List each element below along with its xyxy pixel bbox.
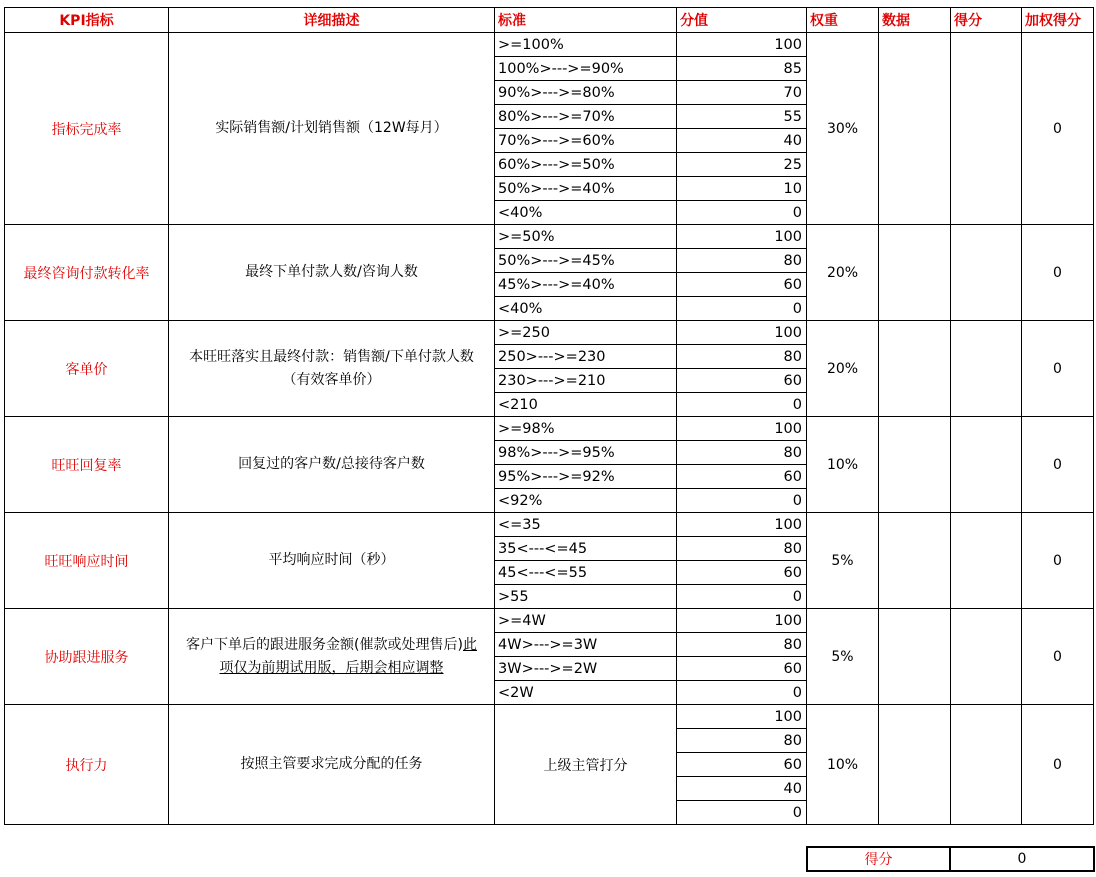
weight-cell[interactable]: 20% <box>807 321 879 417</box>
standard-cell[interactable]: 95%>--->=92% <box>495 465 677 489</box>
table-row <box>5 609 1094 633</box>
score-cell[interactable]: 100 <box>677 33 807 57</box>
score-cell[interactable]: 100 <box>677 225 807 249</box>
standard-cell[interactable]: >=100% <box>495 33 677 57</box>
weight-cell[interactable]: 30% <box>807 33 879 225</box>
score-cell[interactable]: 100 <box>677 609 807 633</box>
score-cell[interactable]: 80 <box>677 537 807 561</box>
header-weighted-score: 加权得分 <box>1022 8 1094 33</box>
score-cell[interactable]: 80 <box>677 633 807 657</box>
kpi-table <box>4 7 1094 825</box>
header-score: 分值 <box>677 8 807 33</box>
score-cell[interactable]: 80 <box>677 729 807 753</box>
data-cell[interactable] <box>879 225 951 321</box>
score-cell[interactable]: 80 <box>677 249 807 273</box>
kpi-description-cell[interactable]: 按照主管要求完成分配的任务 <box>169 705 495 825</box>
score-cell[interactable]: 55 <box>677 105 807 129</box>
standard-cell[interactable]: 4W>--->=3W <box>495 633 677 657</box>
standard-cell[interactable]: <2W <box>495 681 677 705</box>
kpi-description-cell[interactable] <box>169 609 495 705</box>
score-cell[interactable]: 100 <box>677 705 807 729</box>
kpi-name-cell[interactable]: 最终咨询付款转化率 <box>5 225 169 321</box>
score-cell[interactable]: 70 <box>677 81 807 105</box>
kpi-name-cell[interactable]: 旺旺响应时间 <box>5 513 169 609</box>
score-cell[interactable]: 60 <box>677 465 807 489</box>
standard-cell[interactable]: >55 <box>495 585 677 609</box>
weighted-score-cell[interactable]: 0 <box>1022 33 1094 225</box>
standard-cell[interactable]: >=50% <box>495 225 677 249</box>
score-cell[interactable]: 100 <box>677 321 807 345</box>
kpi-description-cell[interactable]: 最终下单付款人数/咨询人数 <box>169 225 495 321</box>
total-score-label: 得分 <box>807 847 950 871</box>
standard-cell[interactable]: 60%>--->=50% <box>495 153 677 177</box>
standard-cell[interactable]: 50%>--->=40% <box>495 177 677 201</box>
standard-cell[interactable]: <=35 <box>495 513 677 537</box>
standard-cell[interactable]: 45<---<=55 <box>495 561 677 585</box>
standard-cell[interactable]: 50%>--->=45% <box>495 249 677 273</box>
score-cell[interactable]: 60 <box>677 561 807 585</box>
score-cell[interactable]: 25 <box>677 153 807 177</box>
weighted-score-cell[interactable]: 0 <box>1022 609 1094 705</box>
standard-cell[interactable]: 70%>--->=60% <box>495 129 677 153</box>
score-cell[interactable]: 60 <box>677 753 807 777</box>
weighted-score-cell[interactable]: 0 <box>1022 225 1094 321</box>
score-cell[interactable]: 80 <box>677 441 807 465</box>
kpi-name-cell[interactable]: 执行力 <box>5 705 169 825</box>
got-score-cell[interactable] <box>951 33 1022 225</box>
standard-cell[interactable]: <40% <box>495 201 677 225</box>
standard-cell[interactable]: >=98% <box>495 417 677 441</box>
standard-cell[interactable]: <92% <box>495 489 677 513</box>
kpi-description-cell[interactable]: 回复过的客户数/总接待客户数 <box>169 417 495 513</box>
standard-cell[interactable]: 45%>--->=40% <box>495 273 677 297</box>
weight-cell[interactable]: 5% <box>807 609 879 705</box>
score-cell[interactable]: 60 <box>677 657 807 681</box>
table-row <box>5 33 1094 57</box>
score-cell[interactable]: 40 <box>677 129 807 153</box>
score-cell[interactable]: 0 <box>677 681 807 705</box>
total-score-row <box>807 847 1094 871</box>
kpi-description-cell[interactable]: 实际销售额/计划销售额（12W每月） <box>169 33 495 225</box>
weighted-score-cell[interactable]: 0 <box>1022 321 1094 417</box>
standard-cell[interactable]: 上级主管打分 <box>495 705 677 825</box>
standard-cell[interactable]: <210 <box>495 393 677 417</box>
weighted-score-cell[interactable]: 0 <box>1022 513 1094 609</box>
data-cell[interactable] <box>879 513 951 609</box>
got-score-cell[interactable] <box>951 513 1022 609</box>
header-data: 数据 <box>879 8 951 33</box>
score-cell[interactable]: 0 <box>677 201 807 225</box>
got-score-cell[interactable] <box>951 321 1022 417</box>
kpi-description-cell[interactable] <box>169 321 495 417</box>
got-score-cell[interactable] <box>951 417 1022 513</box>
header-got-score: 得分 <box>951 8 1022 33</box>
header-description: 详细描述 <box>169 8 495 33</box>
score-cell[interactable]: 10 <box>677 177 807 201</box>
standard-cell[interactable]: 35<---<=45 <box>495 537 677 561</box>
data-cell[interactable] <box>879 33 951 225</box>
table-row <box>5 513 1094 537</box>
score-cell[interactable]: 40 <box>677 777 807 801</box>
kpi-name-cell[interactable]: 旺旺回复率 <box>5 417 169 513</box>
description-text: 客户下单后的跟进服务金额(催款或处理售后) <box>186 636 463 653</box>
weighted-score-cell[interactable]: 0 <box>1022 705 1094 825</box>
score-cell[interactable]: 0 <box>677 489 807 513</box>
total-score-value[interactable]: 0 <box>950 847 1094 871</box>
weight-cell[interactable]: 5% <box>807 513 879 609</box>
got-score-cell[interactable] <box>951 705 1022 825</box>
score-cell[interactable]: 100 <box>677 417 807 441</box>
description-underlined: 项仅为前期试用版，后期会相应调整 <box>219 659 444 676</box>
score-cell[interactable]: 85 <box>677 57 807 81</box>
weight-cell[interactable]: 20% <box>807 225 879 321</box>
description-line: （有效客单价） <box>282 371 381 388</box>
standard-cell[interactable]: 90%>--->=80% <box>495 81 677 105</box>
weight-cell[interactable]: 10% <box>807 705 879 825</box>
total-score-table <box>806 846 1095 872</box>
standard-cell[interactable]: >=250 <box>495 321 677 345</box>
table-row <box>5 321 1094 345</box>
standard-cell[interactable]: 250>--->=230 <box>495 345 677 369</box>
standard-cell[interactable]: 80%>--->=70% <box>495 105 677 129</box>
kpi-name-cell[interactable]: 指标完成率 <box>5 33 169 225</box>
table-row <box>5 225 1094 249</box>
standard-cell[interactable]: 230>--->=210 <box>495 369 677 393</box>
data-cell[interactable] <box>879 417 951 513</box>
standard-cell[interactable]: 98%>--->=95% <box>495 441 677 465</box>
standard-cell[interactable]: 100%>--->=90% <box>495 57 677 81</box>
score-cell[interactable]: 80 <box>677 345 807 369</box>
got-score-cell[interactable] <box>951 609 1022 705</box>
weighted-score-cell[interactable]: 0 <box>1022 417 1094 513</box>
score-cell[interactable]: 60 <box>677 369 807 393</box>
data-cell[interactable] <box>879 705 951 825</box>
header-standard: 标准 <box>495 8 677 33</box>
score-cell[interactable]: 60 <box>677 273 807 297</box>
score-cell[interactable]: 0 <box>677 585 807 609</box>
standard-cell[interactable]: 3W>--->=2W <box>495 657 677 681</box>
header-row <box>5 8 1094 33</box>
data-cell[interactable] <box>879 321 951 417</box>
score-cell[interactable]: 0 <box>677 297 807 321</box>
standard-cell[interactable]: >=4W <box>495 609 677 633</box>
score-cell[interactable]: 0 <box>677 801 807 825</box>
description-line: 本旺旺落实且最终付款：销售额/下单付款人数 <box>189 348 474 365</box>
header-weight: 权重 <box>807 8 879 33</box>
got-score-cell[interactable] <box>951 225 1022 321</box>
table-row <box>5 705 1094 729</box>
kpi-description-cell[interactable]: 平均响应时间（秒） <box>169 513 495 609</box>
kpi-name-cell[interactable]: 客单价 <box>5 321 169 417</box>
description-underlined: 此 <box>462 636 477 653</box>
table-row <box>5 417 1094 441</box>
score-cell[interactable]: 0 <box>677 393 807 417</box>
data-cell[interactable] <box>879 609 951 705</box>
weight-cell[interactable]: 10% <box>807 417 879 513</box>
kpi-name-cell[interactable]: 协助跟进服务 <box>5 609 169 705</box>
standard-cell[interactable]: <40% <box>495 297 677 321</box>
score-cell[interactable]: 100 <box>677 513 807 537</box>
header-kpi: KPI指标 <box>5 8 169 33</box>
